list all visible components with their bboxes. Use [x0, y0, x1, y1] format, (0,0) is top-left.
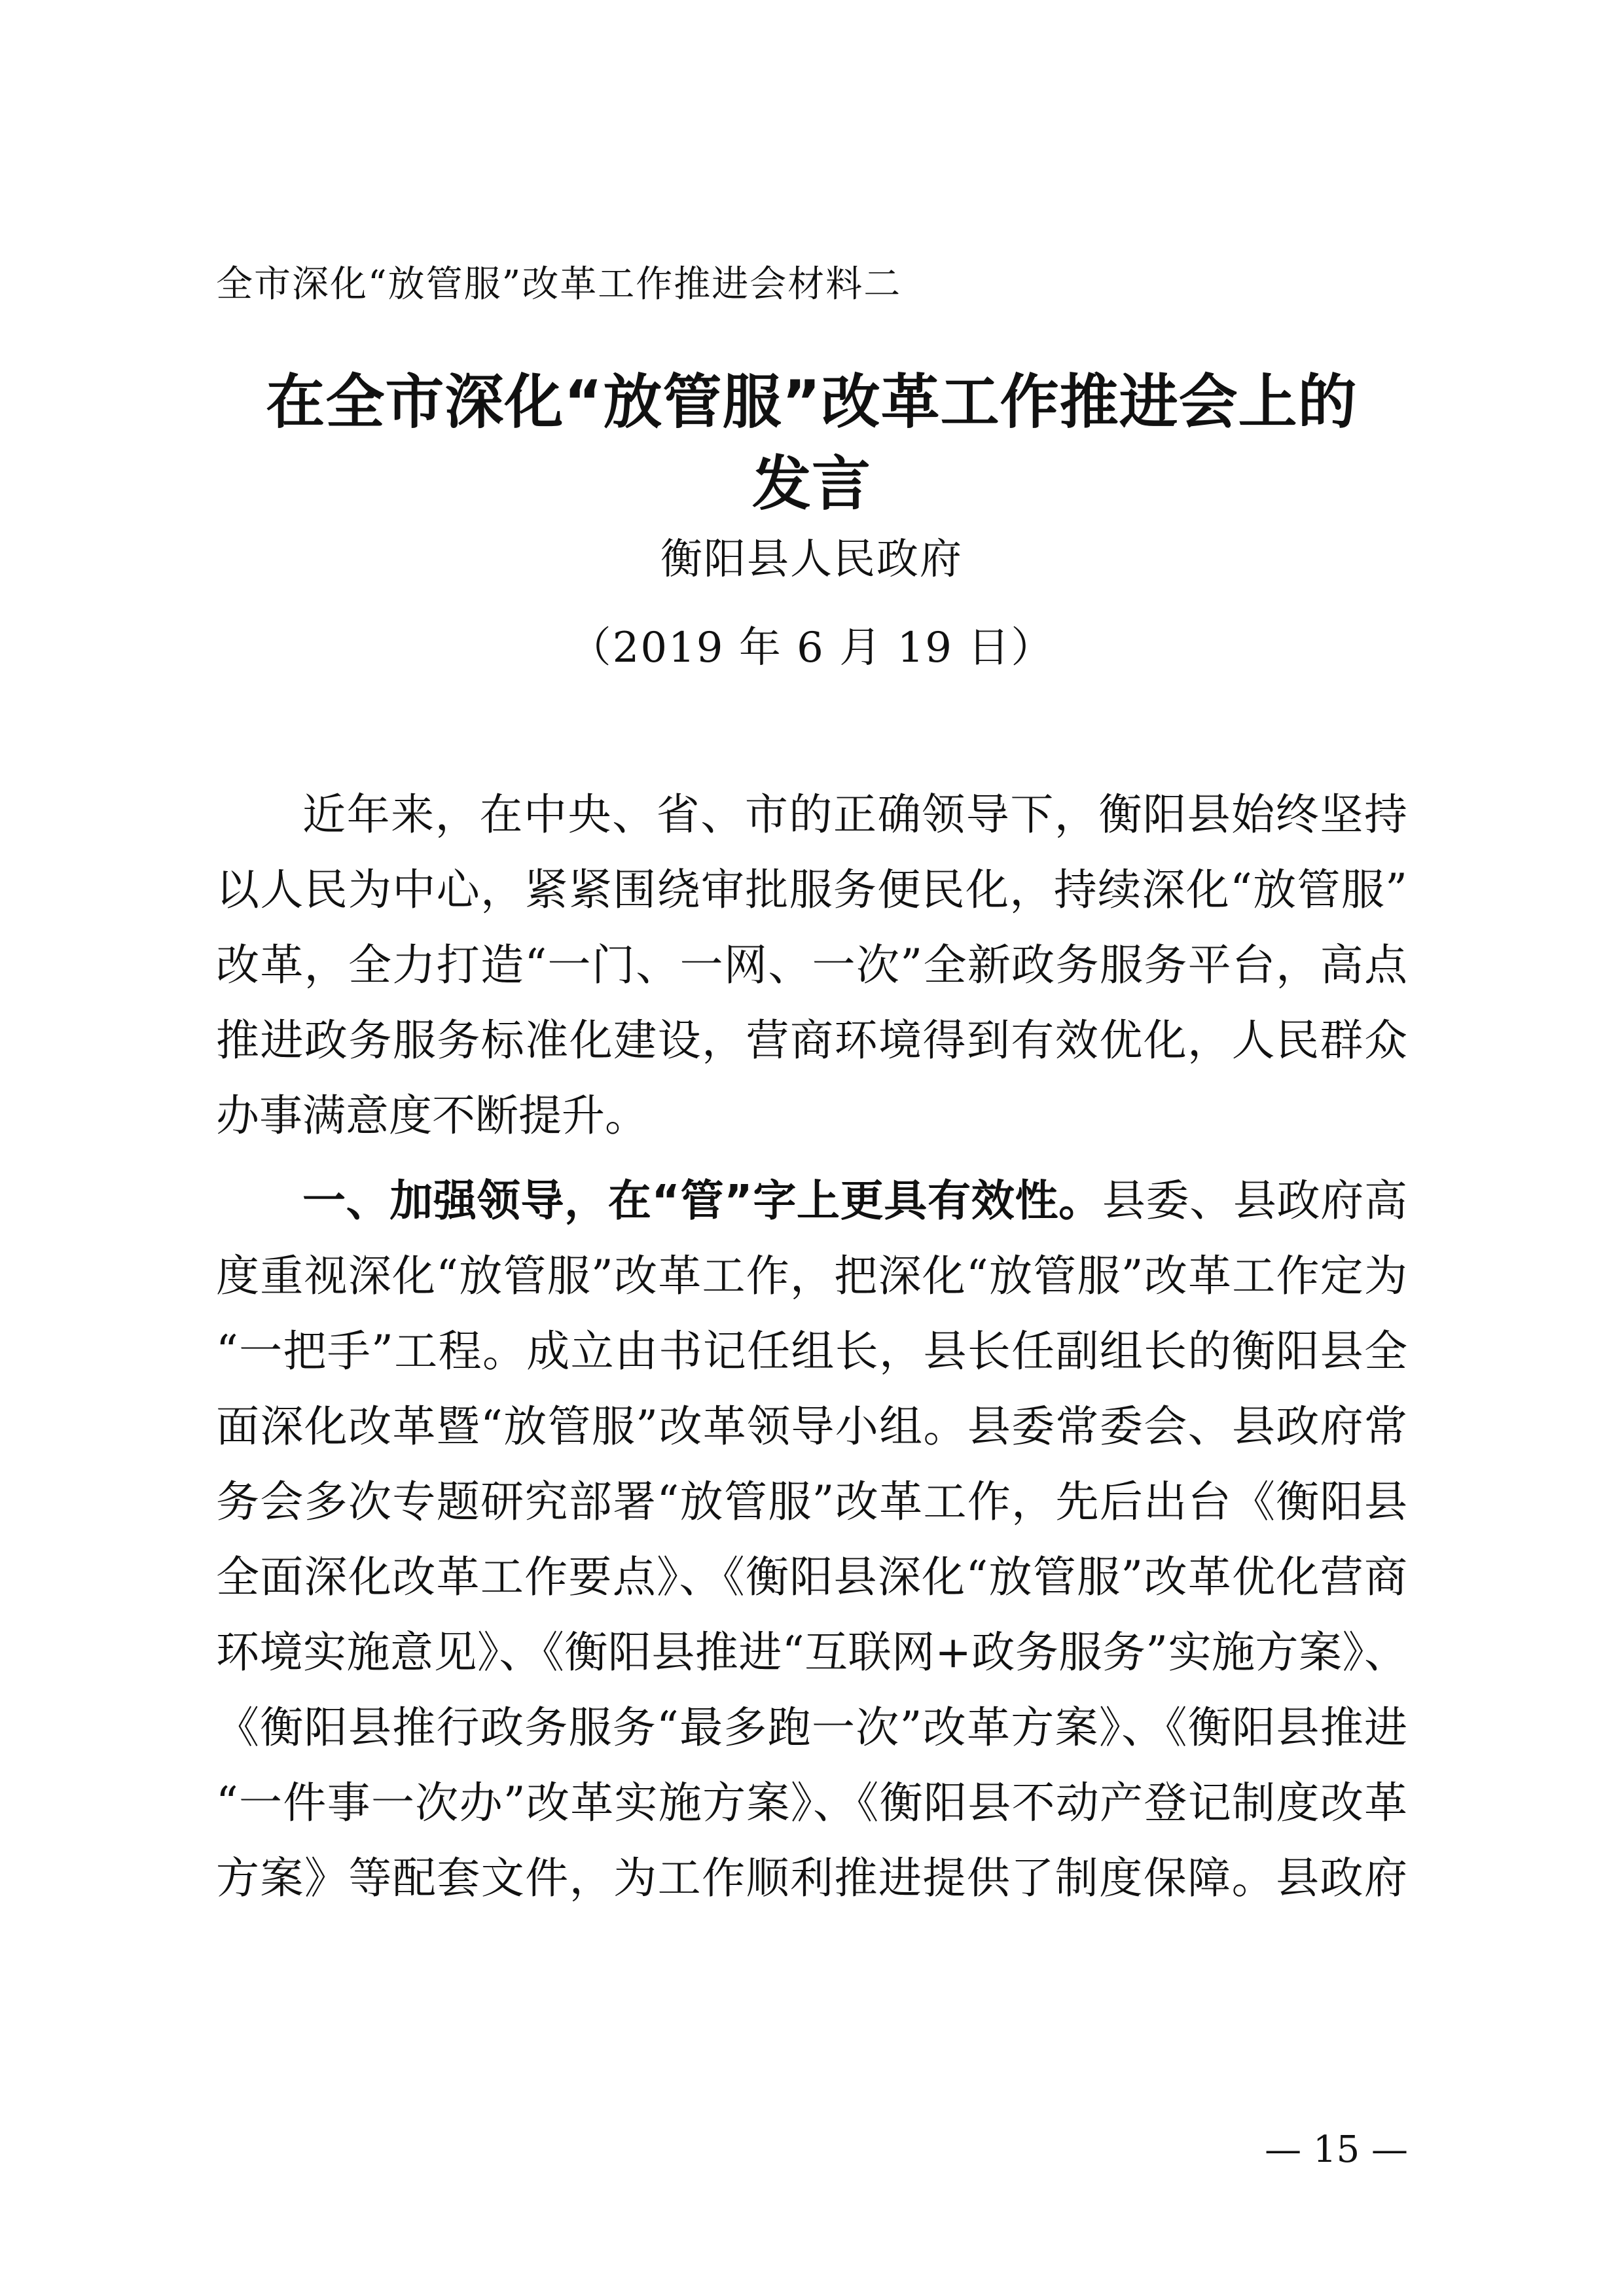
paragraph-1-line: 推进政务服务标准化建设，营商环境得到有效优化，人民群众: [216, 1015, 1407, 1066]
section-heading: 一、加强领导，在“管”字上更具有效性。: [302, 1175, 1102, 1226]
paragraph-2-line: 方案》等配套文件，为工作顺利推进提供了制度保障。县政府: [216, 1853, 1407, 1903]
paragraph-1-line: 办事满意度不断提升。: [216, 1090, 648, 1141]
paragraph-2-first-line-text: 县委、县政府高: [1102, 1175, 1407, 1226]
paragraph-2-line: 度重视深化“放管服”改革工作，把深化“放管服”改革工作定为: [216, 1251, 1407, 1301]
paragraph-1-line: 改革，全力打造“一门、一网、一次”全新政务服务平台，高点: [216, 940, 1407, 990]
paragraph-2-line: 务会多次专题研究部署“放管服”改革工作，先后出台《衡阳县: [216, 1477, 1407, 1527]
paragraph-2-line: 全面深化改革工作要点》、《衡阳县深化“放管服”改革优化营商: [216, 1552, 1407, 1602]
document-series-label: 全市深化“放管服”改革工作推进会材料二: [216, 263, 902, 306]
paragraph-1-line: 近年来，在中央、省、市的正确领导下，衡阳县始终坚持: [302, 789, 1407, 840]
paragraph-1-line: 以人民为中心，紧紧围绕审批服务便民化，持续深化“放管服”: [216, 865, 1407, 915]
paragraph-2-line: 《衡阳县推行政务服务“最多跑一次”改革方案》、《衡阳县推进: [216, 1702, 1407, 1753]
paragraph-2-first-line: [216, 1168, 1407, 1234]
paragraph-2-line: 面深化改革暨“放管服”改革领导小组。县委常委会、县政府常: [216, 1401, 1407, 1452]
document-author: 衡阳县人民政府: [660, 535, 963, 584]
document-title-line-2: 发言: [752, 450, 871, 518]
paragraph-2-line: “一件事一次办”改革实施方案》、《衡阳县不动产登记制度改革: [216, 1778, 1407, 1828]
paragraph-2-line: 环境实施意见》、《衡阳县推进“互联网+政务服务”实施方案》、: [216, 1627, 1407, 1677]
document-date: （2019 年 6 月 19 日）: [569, 624, 1055, 672]
paragraph-2-line: “一把手”工程。成立由书记任组长，县长任副组长的衡阳县全: [216, 1326, 1407, 1376]
document-title-line-1: 在全市深化“放管服”改革工作推进会上的: [266, 368, 1358, 437]
page-number: — 15 —: [1265, 2128, 1408, 2171]
